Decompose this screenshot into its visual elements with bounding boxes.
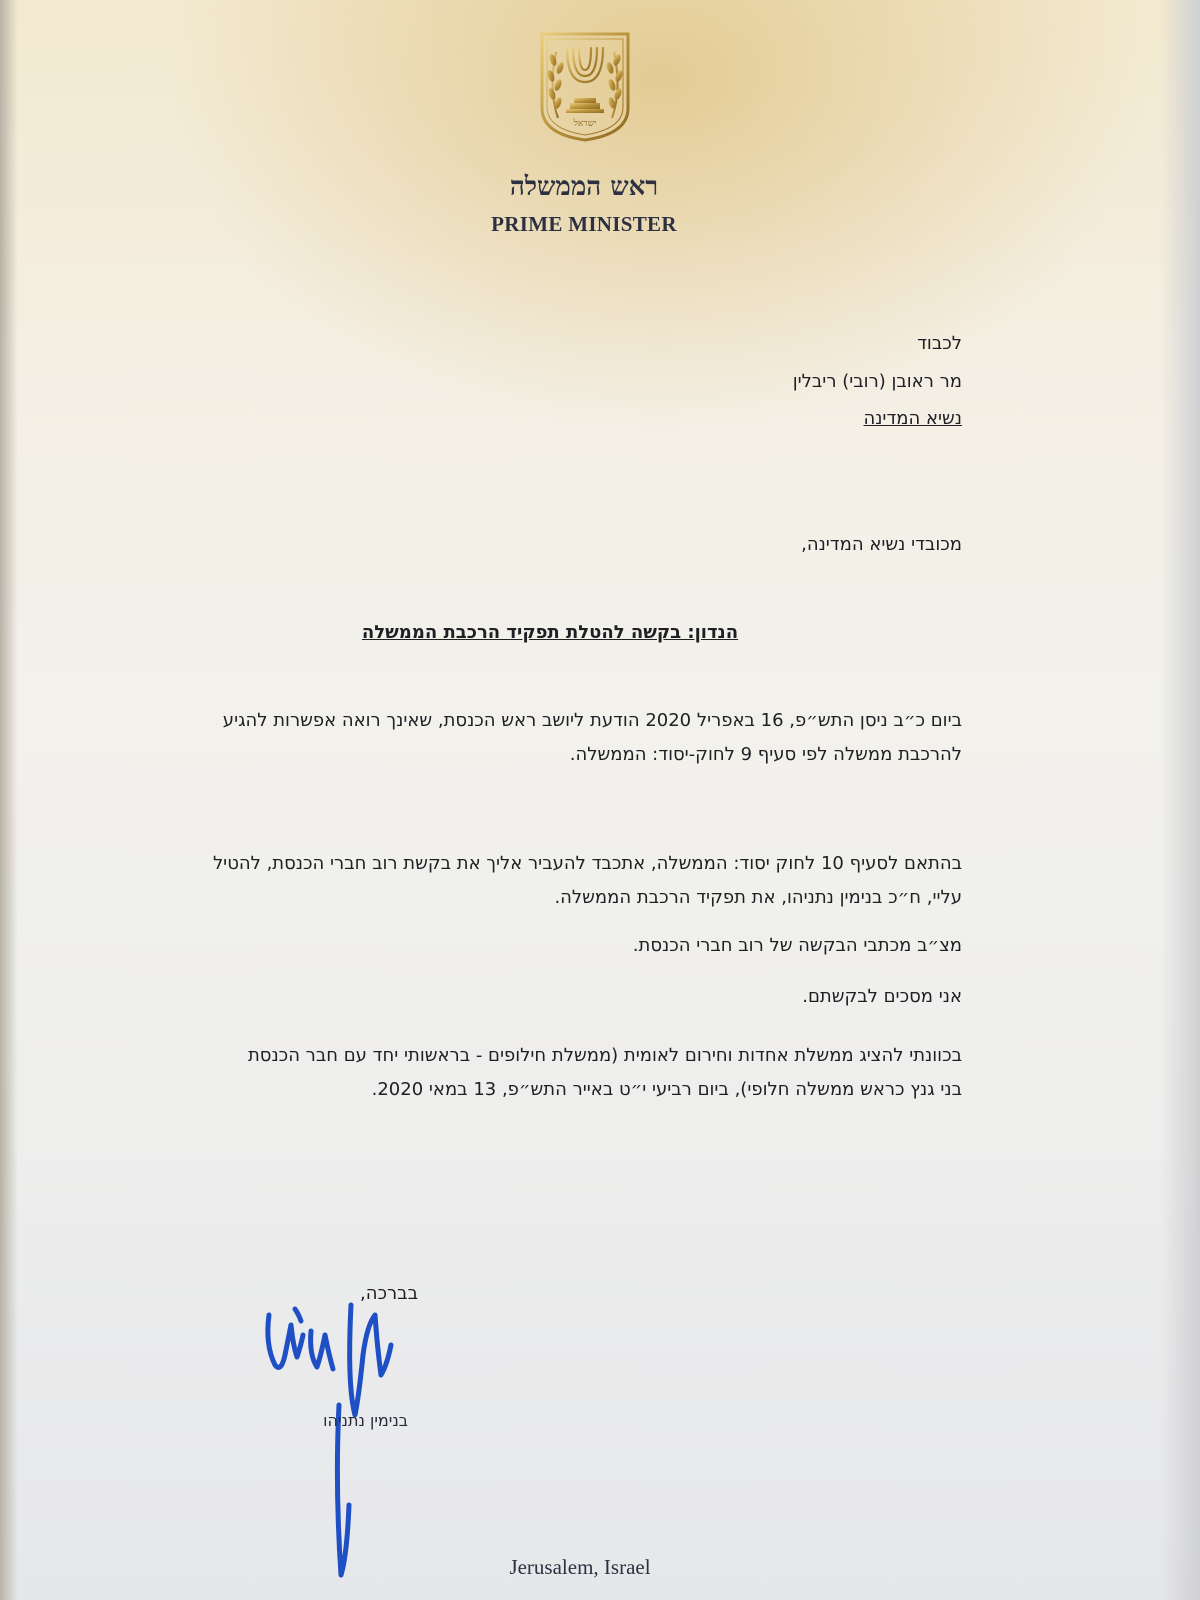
signature-icon (255, 1285, 415, 1585)
paragraph-line: בני גנץ כראש ממשלה חלופי), ביום רביעי י״ט באייר התש״פ, 13 במאי 2020. (371, 1079, 962, 1100)
addressee-name: מר ראובן (רובי) ריבלין (792, 371, 962, 392)
paragraph-line: בכוונתי להציג ממשלת אחדות וחירום לאומית (ממשלת חילופים - בראשותי יחד עם חבר הכנסת (247, 1045, 962, 1066)
page-edge-shadow-right (1160, 0, 1200, 1600)
closing: בברכה, (360, 1283, 418, 1304)
body-paragraph-5 (248, 1039, 962, 1107)
body-paragraph-3: מצ״ב מכתבי הבקשה של רוב חברי הכנסת. (632, 935, 962, 956)
page-edge-shadow (0, 0, 18, 1600)
letter-footer-location: Jerusalem, Israel (509, 1555, 651, 1579)
salutation: מכובדי נשיא המדינה, (801, 534, 962, 555)
addressee-honorific: לכבוד (917, 333, 962, 354)
addressee-position: נשיא המדינה (863, 408, 962, 429)
paragraph-line: ביום כ״ב ניסן התש״פ, 16 באפריל 2020 הודעת ליושב ראש הכנסת, שאינך רואה אפשרות להגיע (222, 710, 962, 731)
paragraph-line: להרכבת ממשלה לפי סעיף 9 לחוק-יסוד: הממשלה. (569, 744, 962, 765)
body-paragraph-1 (223, 704, 962, 772)
emblem-inscription: ישראל (573, 119, 597, 129)
state-emblem-icon (538, 30, 632, 142)
body-paragraph-2 (213, 847, 962, 915)
letterhead-title-hebrew: ראש הממשלה (509, 172, 659, 202)
letter-subject: הנדון: בקשה להטלת תפקיד הרכבת הממשלה (361, 622, 739, 643)
signer-name: בנימין נתניהו (323, 1411, 408, 1430)
paragraph-line: בהתאם לסעיף 10 לחוק יסוד: הממשלה, אתכבד להעביר אליך את בקשת רוב חברי הכנסת, להטיל (212, 853, 962, 874)
letterhead-title-english: PRIME MINISTER (491, 212, 677, 236)
paragraph-line: עליי, ח״כ בנימין נתניהו, את תפקיד הרכבת הממשלה. (554, 887, 962, 908)
body-paragraph-4: אני מסכים לבקשתם. (802, 986, 962, 1007)
